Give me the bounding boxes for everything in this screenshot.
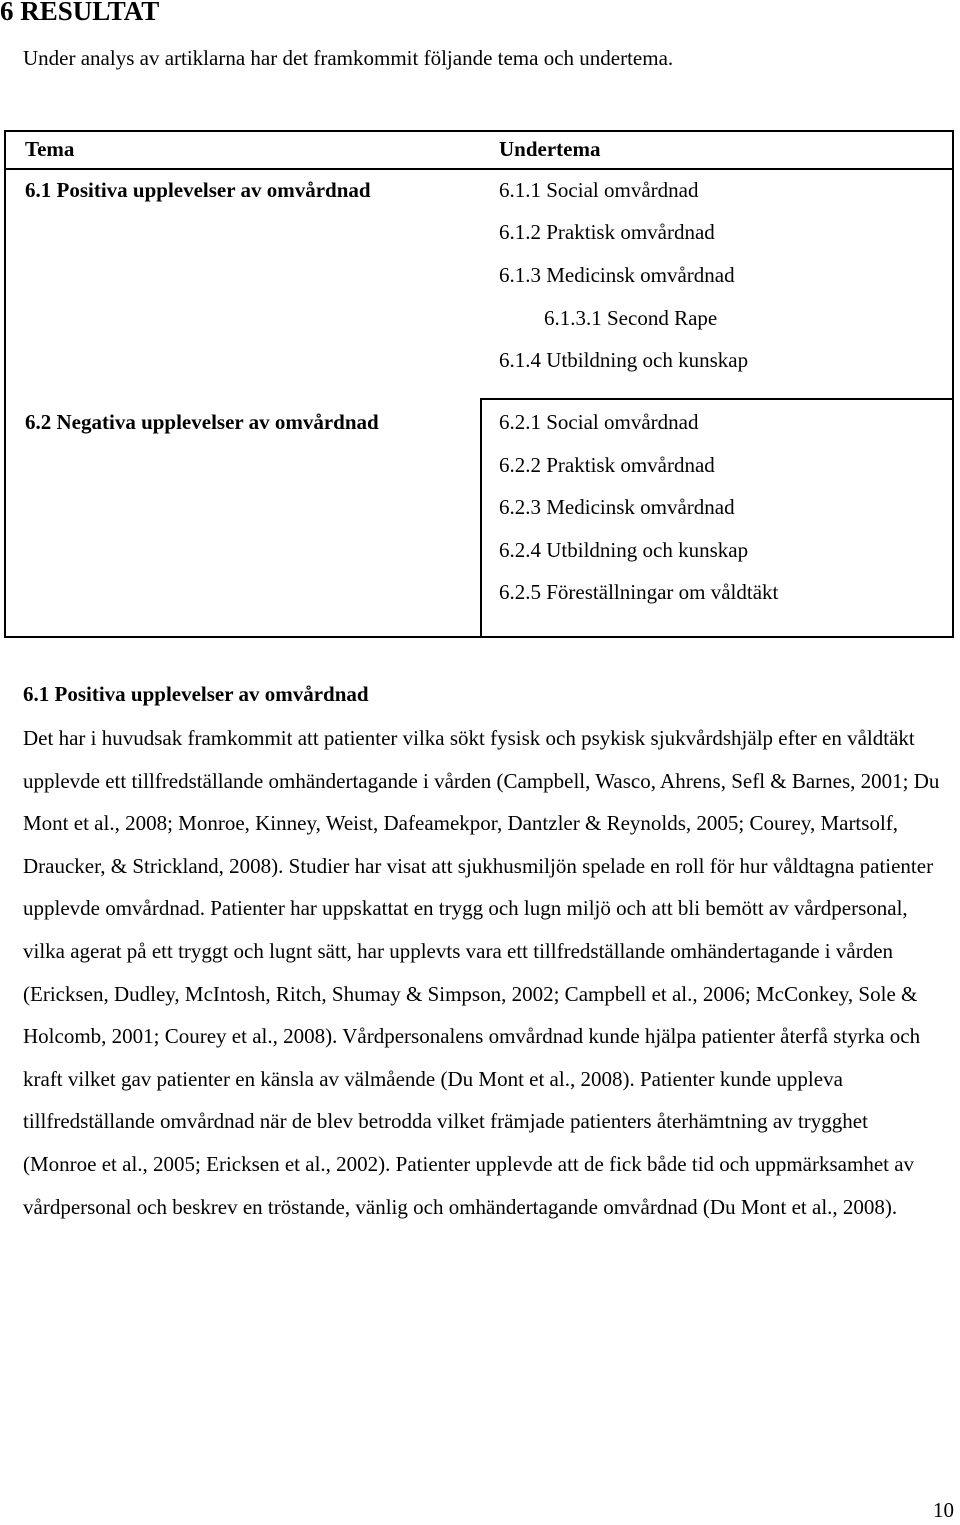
theme-table xyxy=(4,130,954,638)
intro-text: Under analys av artiklarna har det framkommit följande tema och undertema. xyxy=(23,46,674,70)
subtheme-item: 6.1.3 Medicinsk omvårdnad xyxy=(499,263,735,287)
page-heading: 6 RESULTAT xyxy=(0,0,160,26)
subtheme-item: 6.2.3 Medicinsk omvårdnad xyxy=(499,495,735,519)
subtheme-item: 6.2.1 Social omvårdnad xyxy=(499,410,699,434)
subtheme-item: 6.2.4 Utbildning och kunskap xyxy=(499,538,749,562)
section-title: 6.1 Positiva upplevelser av omvårdnad xyxy=(23,682,369,706)
subtheme-item: 6.2.2 Praktisk omvårdnad xyxy=(499,453,715,477)
table-row-divider xyxy=(481,398,952,400)
page-number: 10 xyxy=(933,1498,954,1522)
header-subtheme: Undertema xyxy=(499,137,601,161)
header-theme: Tema xyxy=(25,137,75,161)
subtheme-item: 6.2.5 Föreställningar om våldtäkt xyxy=(499,580,779,604)
subtheme-item: 6.1.1 Social omvårdnad xyxy=(499,178,699,202)
theme-2: 6.2 Negativa upplevelser av omvårdnad xyxy=(25,410,379,434)
section-body: Det har i huvudsak framkommit att patienter vilka sökt fysisk och psykisk sjukvårdshjälp efter en våldtäkt upplevde ett tillfredställande omhändertagande i vården (Campbell, Wasco, Ahrens, Sefl & Barnes, 2001; Du Mont et al., 2008; Monroe, Kinney, Weist, Dafeamekpor, Dantzler & Reynolds, 2005; Courey, Martsolf, Draucker, & Strickland, 2008). Studier har visat att sjukhusmiljön spelade en roll för hur våldtagna patienter upplevde omvårdnad. Patienter har uppskattat en trygg och lugn miljö och att bli bemött av vårdpersonal, vilka agerat på ett tryggt och lugnt sätt, har upplevts vara ett tillfredställande omhändertagande i vården (Ericksen, Dudley, McIntosh, Ritch, Shumay & Simpson, 2002; Campbell et al., 2006; McConkey, Sole & Holcomb, 2001; Courey et al., 2008). Vårdpersonalens omvårdnad kunde hjälpa patienter återfå styrka och kraft vilket gav patienter en känsla av välmående (Du Mont et al., 2008). Patienter kunde uppleva tillfredställande omvårdnad när de blev betrodda vilket främjade patienters återhämtning av trygghet (Monroe et al., 2005; Ericksen et al., 2002). Patienter upplevde att de fick både tid och uppmärksamhet av vårdpersonal och beskrev en tröstande, vänlig och omhändertagande omvårdnad (Du Mont et al., 2008). xyxy=(23,726,940,1219)
subtheme-item: 6.1.2 Praktisk omvårdnad xyxy=(499,220,715,244)
subtheme-item: 6.1.3.1 Second Rape xyxy=(544,306,718,330)
table-header-divider xyxy=(6,168,952,170)
table-column-divider xyxy=(480,398,482,636)
subtheme-item: 6.1.4 Utbildning och kunskap xyxy=(499,348,749,372)
theme-1: 6.1 Positiva upplevelser av omvårdnad xyxy=(25,178,371,202)
